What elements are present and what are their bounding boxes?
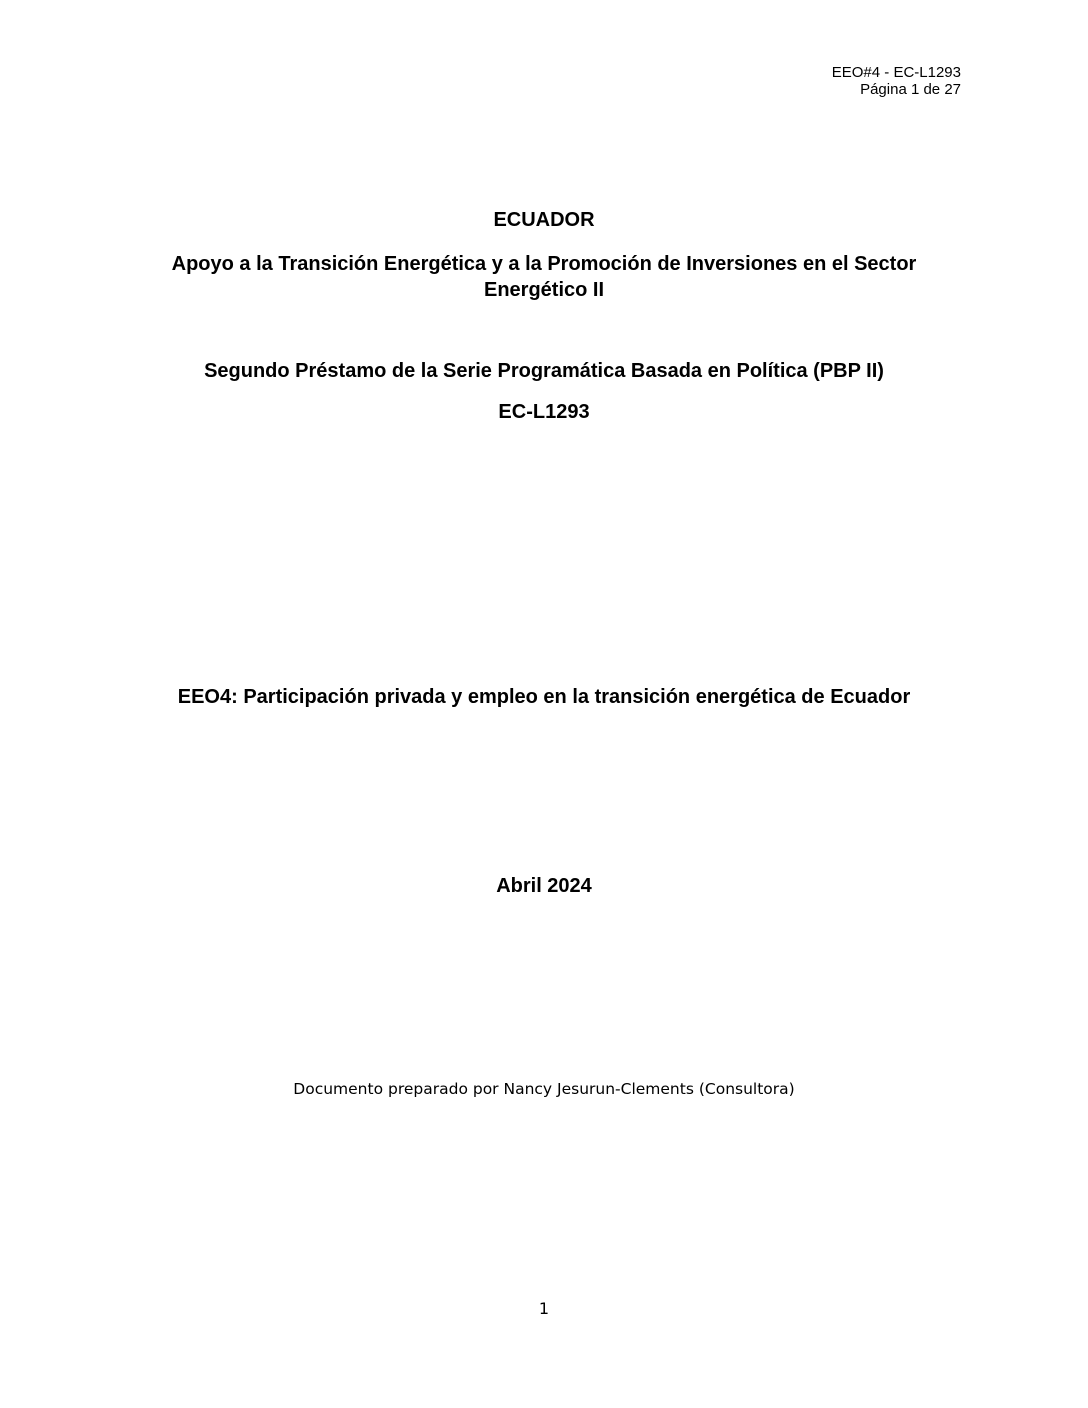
program-title: Apoyo a la Transición Energética y a la Promoción de Inversiones en el Sector Energético II	[171, 253, 917, 301]
document-reference: EEO#4 - EC-L1293	[831, 64, 961, 81]
loan-code: EC-L1293	[498, 401, 590, 423]
loan-title: Segundo Préstamo de la Serie Programática Basada en Política (PBP II)	[204, 360, 884, 382]
document-date: Abril 2024	[496, 875, 592, 897]
prepared-by-line: Documento preparado por Nancy Jesurun-Clements (Consultora)	[293, 1080, 795, 1098]
country-heading: ECUADOR	[493, 209, 595, 231]
study-title: EEO4: Participación privada y empleo en la transición energética de Ecuador	[177, 686, 911, 708]
page-count: Página 1 de 27	[860, 81, 961, 98]
page-header-reference	[832, 64, 961, 98]
footer-page-number: 1	[538, 1299, 550, 1318]
